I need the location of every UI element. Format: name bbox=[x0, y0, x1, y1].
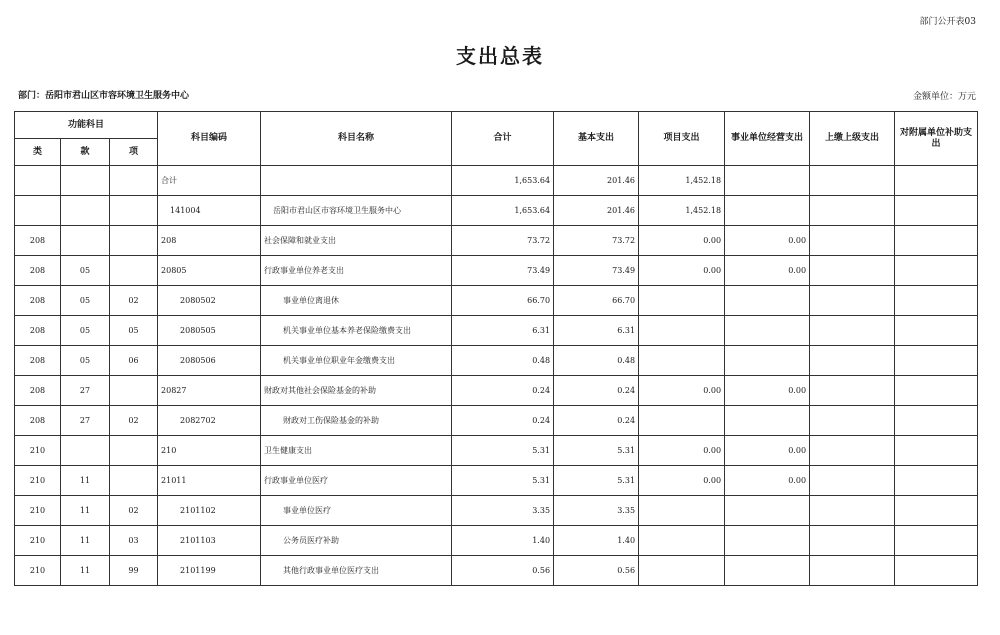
cell-xiang: 02 bbox=[110, 496, 158, 526]
cell-upper bbox=[810, 466, 895, 496]
cell-xiang bbox=[110, 256, 158, 286]
cell-kuan bbox=[61, 436, 110, 466]
cell-subsidy bbox=[895, 286, 978, 316]
cell-upper bbox=[810, 376, 895, 406]
cell-xiang: 99 bbox=[110, 556, 158, 586]
cell-kuan: 05 bbox=[61, 316, 110, 346]
cell-upper bbox=[810, 436, 895, 466]
cell-name: 其他行政事业单位医疗支出 bbox=[261, 556, 452, 586]
cell-total: 0.24 bbox=[452, 406, 554, 436]
cell-lei: 208 bbox=[15, 286, 61, 316]
cell-subsidy bbox=[895, 436, 978, 466]
cell-kuan: 11 bbox=[61, 556, 110, 586]
cell-subsidy bbox=[895, 466, 978, 496]
cell-code: 2101103 bbox=[158, 526, 261, 556]
cell-xiang: 02 bbox=[110, 286, 158, 316]
cell-upper bbox=[810, 226, 895, 256]
cell-kuan: 11 bbox=[61, 496, 110, 526]
cell-basic: 66.70 bbox=[554, 286, 639, 316]
cell-total: 5.31 bbox=[452, 466, 554, 496]
cell-business: 0.00 bbox=[725, 376, 810, 406]
cell-code: 2080506 bbox=[158, 346, 261, 376]
cell-code: 141004 bbox=[158, 196, 261, 226]
cell-subsidy bbox=[895, 316, 978, 346]
cell-kuan: 27 bbox=[61, 406, 110, 436]
table-row bbox=[15, 406, 978, 436]
cell-business: 0.00 bbox=[725, 256, 810, 286]
cell-name: 财政对其他社会保险基金的补助 bbox=[261, 376, 452, 406]
cell-lei: 210 bbox=[15, 556, 61, 586]
page-title: 支出总表 bbox=[456, 44, 544, 68]
cell-total: 5.31 bbox=[452, 436, 554, 466]
cell-upper bbox=[810, 346, 895, 376]
cell-subsidy bbox=[895, 556, 978, 586]
cell-name: 卫生健康支出 bbox=[261, 436, 452, 466]
cell-business bbox=[725, 496, 810, 526]
cell-lei: 208 bbox=[15, 346, 61, 376]
cell-name: 机关事业单位职业年金缴费支出 bbox=[261, 346, 452, 376]
expenditure-table bbox=[14, 111, 978, 586]
cell-project bbox=[639, 286, 725, 316]
cell-subsidy bbox=[895, 406, 978, 436]
cell-basic: 0.24 bbox=[554, 406, 639, 436]
cell-name: 事业单位医疗 bbox=[261, 496, 452, 526]
cell-project: 0.00 bbox=[639, 226, 725, 256]
cell-business: 0.00 bbox=[725, 226, 810, 256]
cell-business bbox=[725, 316, 810, 346]
cell-basic: 201.46 bbox=[554, 196, 639, 226]
cell-lei bbox=[15, 166, 61, 196]
cell-basic: 5.31 bbox=[554, 436, 639, 466]
cell-basic: 6.31 bbox=[554, 316, 639, 346]
cell-basic: 73.72 bbox=[554, 226, 639, 256]
cell-business bbox=[725, 526, 810, 556]
header-xiang: 项 bbox=[110, 139, 158, 166]
cell-upper bbox=[810, 166, 895, 196]
cell-code: 20827 bbox=[158, 376, 261, 406]
table-row bbox=[15, 526, 978, 556]
cell-subsidy bbox=[895, 166, 978, 196]
header-basic: 基本支出 bbox=[554, 112, 639, 166]
cell-business bbox=[725, 406, 810, 436]
cell-total: 1.40 bbox=[452, 526, 554, 556]
cell-code: 2080505 bbox=[158, 316, 261, 346]
cell-project bbox=[639, 526, 725, 556]
cell-name: 事业单位离退休 bbox=[261, 286, 452, 316]
cell-xiang: 06 bbox=[110, 346, 158, 376]
cell-code: 2080502 bbox=[158, 286, 261, 316]
cell-code: 208 bbox=[158, 226, 261, 256]
cell-subsidy bbox=[895, 346, 978, 376]
cell-name: 岳阳市君山区市容环境卫生服务中心 bbox=[261, 196, 452, 226]
cell-kuan: 27 bbox=[61, 376, 110, 406]
cell-basic: 1.40 bbox=[554, 526, 639, 556]
cell-subsidy bbox=[895, 256, 978, 286]
cell-total: 0.24 bbox=[452, 376, 554, 406]
cell-upper bbox=[810, 556, 895, 586]
cell-lei: 208 bbox=[15, 256, 61, 286]
cell-total: 1,653.64 bbox=[452, 166, 554, 196]
cell-basic: 0.56 bbox=[554, 556, 639, 586]
cell-business: 0.00 bbox=[725, 436, 810, 466]
cell-xiang bbox=[110, 466, 158, 496]
cell-subsidy bbox=[895, 376, 978, 406]
cell-project: 0.00 bbox=[639, 436, 725, 466]
cell-xiang bbox=[110, 226, 158, 256]
table-row bbox=[15, 196, 978, 226]
header-lei: 类 bbox=[15, 139, 61, 166]
cell-code: 合计 bbox=[158, 166, 261, 196]
cell-basic: 3.35 bbox=[554, 496, 639, 526]
cell-code: 2082702 bbox=[158, 406, 261, 436]
form-number: 部门公开表03 bbox=[919, 17, 976, 27]
header-subsidy: 对附属单位补助支出 bbox=[895, 112, 978, 166]
cell-lei: 208 bbox=[15, 376, 61, 406]
header-kuan: 款 bbox=[61, 139, 110, 166]
cell-lei bbox=[15, 196, 61, 226]
cell-kuan: 05 bbox=[61, 256, 110, 286]
cell-project bbox=[639, 316, 725, 346]
cell-kuan bbox=[61, 196, 110, 226]
cell-upper bbox=[810, 256, 895, 286]
cell-business bbox=[725, 286, 810, 316]
cell-total: 73.49 bbox=[452, 256, 554, 286]
cell-project bbox=[639, 346, 725, 376]
cell-total: 73.72 bbox=[452, 226, 554, 256]
cell-xiang bbox=[110, 376, 158, 406]
cell-project: 0.00 bbox=[639, 256, 725, 286]
cell-basic: 201.46 bbox=[554, 166, 639, 196]
cell-subsidy bbox=[895, 196, 978, 226]
cell-subsidy bbox=[895, 226, 978, 256]
cell-upper bbox=[810, 196, 895, 226]
header-name: 科目名称 bbox=[261, 112, 452, 166]
cell-lei: 208 bbox=[15, 406, 61, 436]
header-project: 项目支出 bbox=[639, 112, 725, 166]
cell-project: 0.00 bbox=[639, 376, 725, 406]
table-row bbox=[15, 226, 978, 256]
cell-xiang: 02 bbox=[110, 406, 158, 436]
cell-code: 2101102 bbox=[158, 496, 261, 526]
cell-code: 20805 bbox=[158, 256, 261, 286]
cell-lei: 210 bbox=[15, 496, 61, 526]
cell-business bbox=[725, 346, 810, 376]
department-label: 部门：岳阳市君山区市容环境卫生服务中心 bbox=[18, 91, 190, 101]
header-total: 合计 bbox=[452, 112, 554, 166]
cell-project bbox=[639, 406, 725, 436]
cell-project: 1,452.18 bbox=[639, 166, 725, 196]
cell-kuan: 05 bbox=[61, 346, 110, 376]
cell-kuan: 11 bbox=[61, 526, 110, 556]
table-row bbox=[15, 466, 978, 496]
cell-name bbox=[261, 166, 452, 196]
cell-basic: 0.48 bbox=[554, 346, 639, 376]
cell-kuan: 11 bbox=[61, 466, 110, 496]
cell-name: 行政事业单位养老支出 bbox=[261, 256, 452, 286]
cell-project: 0.00 bbox=[639, 466, 725, 496]
cell-lei: 210 bbox=[15, 466, 61, 496]
cell-business bbox=[725, 556, 810, 586]
table-row bbox=[15, 256, 978, 286]
cell-kuan bbox=[61, 166, 110, 196]
cell-project: 1,452.18 bbox=[639, 196, 725, 226]
table-row bbox=[15, 556, 978, 586]
cell-name: 机关事业单位基本养老保险缴费支出 bbox=[261, 316, 452, 346]
cell-total: 1,653.64 bbox=[452, 196, 554, 226]
table-row bbox=[15, 496, 978, 526]
cell-upper bbox=[810, 496, 895, 526]
header-code: 科目编码 bbox=[158, 112, 261, 166]
amount-unit-label: 金额单位：万元 bbox=[912, 92, 976, 102]
cell-xiang: 03 bbox=[110, 526, 158, 556]
cell-total: 0.56 bbox=[452, 556, 554, 586]
cell-basic: 73.49 bbox=[554, 256, 639, 286]
cell-upper bbox=[810, 406, 895, 436]
cell-upper bbox=[810, 526, 895, 556]
cell-basic: 0.24 bbox=[554, 376, 639, 406]
cell-total: 66.70 bbox=[452, 286, 554, 316]
cell-xiang bbox=[110, 166, 158, 196]
cell-subsidy bbox=[895, 526, 978, 556]
cell-business: 0.00 bbox=[725, 466, 810, 496]
cell-xiang: 05 bbox=[110, 316, 158, 346]
cell-code: 210 bbox=[158, 436, 261, 466]
cell-lei: 210 bbox=[15, 526, 61, 556]
cell-kuan: 05 bbox=[61, 286, 110, 316]
cell-total: 0.48 bbox=[452, 346, 554, 376]
header-business: 事业单位经营支出 bbox=[725, 112, 810, 166]
cell-business bbox=[725, 196, 810, 226]
cell-upper bbox=[810, 286, 895, 316]
cell-xiang bbox=[110, 196, 158, 226]
header-upper: 上缴上级支出 bbox=[810, 112, 895, 166]
cell-project bbox=[639, 556, 725, 586]
cell-project bbox=[639, 496, 725, 526]
table-row bbox=[15, 346, 978, 376]
cell-code: 2101199 bbox=[158, 556, 261, 586]
cell-basic: 5.31 bbox=[554, 466, 639, 496]
table-row bbox=[15, 166, 978, 196]
cell-total: 6.31 bbox=[452, 316, 554, 346]
cell-subsidy bbox=[895, 496, 978, 526]
cell-code: 21011 bbox=[158, 466, 261, 496]
table-row bbox=[15, 316, 978, 346]
cell-kuan bbox=[61, 226, 110, 256]
cell-name: 社会保障和就业支出 bbox=[261, 226, 452, 256]
cell-business bbox=[725, 166, 810, 196]
cell-name: 财政对工伤保险基金的补助 bbox=[261, 406, 452, 436]
cell-lei: 208 bbox=[15, 226, 61, 256]
cell-total: 3.35 bbox=[452, 496, 554, 526]
cell-lei: 210 bbox=[15, 436, 61, 466]
table-row bbox=[15, 436, 978, 466]
table-row bbox=[15, 286, 978, 316]
cell-name: 行政事业单位医疗 bbox=[261, 466, 452, 496]
header-func-subject: 功能科目 bbox=[15, 112, 158, 139]
cell-lei: 208 bbox=[15, 316, 61, 346]
cell-upper bbox=[810, 316, 895, 346]
cell-xiang bbox=[110, 436, 158, 466]
cell-name: 公务员医疗补助 bbox=[261, 526, 452, 556]
table-row bbox=[15, 376, 978, 406]
